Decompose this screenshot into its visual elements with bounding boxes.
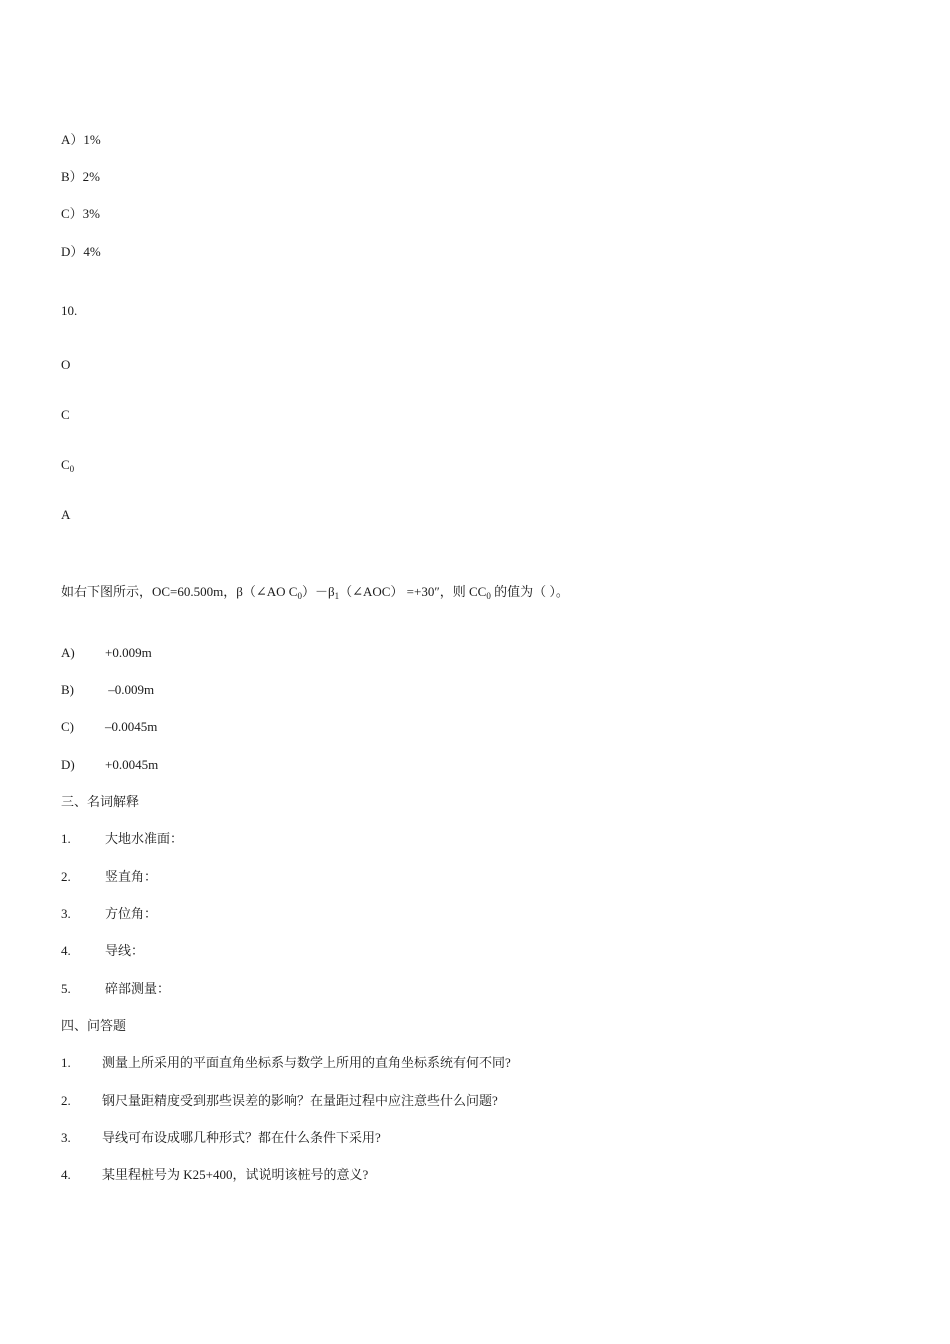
section3-heading: 三、名词解释 <box>61 794 140 809</box>
figure-label-o: O <box>61 357 71 372</box>
section3-item-4: 4. 导线： <box>61 943 145 958</box>
q9-option-b: B）2% <box>61 169 101 184</box>
section3-item-3: 3. 方位角： <box>61 906 158 921</box>
q10-option-a: A) +0.009m <box>61 645 152 660</box>
section3-item-1: 1. 大地水准面： <box>61 831 184 846</box>
q9-option-d: D）4% <box>61 244 101 259</box>
q10-option-b: B) –0.009m <box>61 682 155 697</box>
section3-item-2: 2. 竖直角： <box>61 869 158 884</box>
figure-label-c: C <box>61 407 70 422</box>
section4-item-2: 2. 钢尺量距精度受到那些误差的影响？在量距过程中应注意些什么问题? <box>61 1093 498 1108</box>
section3-item-5: 5. 碎部测量： <box>61 981 171 996</box>
q10-option-c: C) –0.0045m <box>61 719 158 734</box>
q10-number: 10. <box>61 303 78 318</box>
q10-stem: 如右下图所示，OC=60.500m，β（∠AO $C_0)-\beta_1(\angle AOC) =+30''$，则 $CC_0$ 的值为（ ）。 <box>61 584 569 601</box>
section4-heading: 四、问答题 <box>61 1018 127 1033</box>
section4-item-3: 3. 导线可布设成哪几种形式？都在什么条件下采用? <box>61 1130 381 1145</box>
q9-option-a: A）1% <box>61 132 101 147</box>
section4-item-1: 1. 测量上所采用的平面直角坐标系与数学上所用的直角坐标系统有何不同? <box>61 1055 511 1070</box>
figure-label-a: A <box>61 507 71 522</box>
q9-option-c: C）3% <box>61 206 101 221</box>
q10-option-d: D) +0.0045m <box>61 757 159 772</box>
figure-label-c0: $C_0$ <box>61 457 75 474</box>
section4-item-4: 4. 某里程桩号为 K25+400，试说明该桩号的意义? <box>61 1167 369 1182</box>
